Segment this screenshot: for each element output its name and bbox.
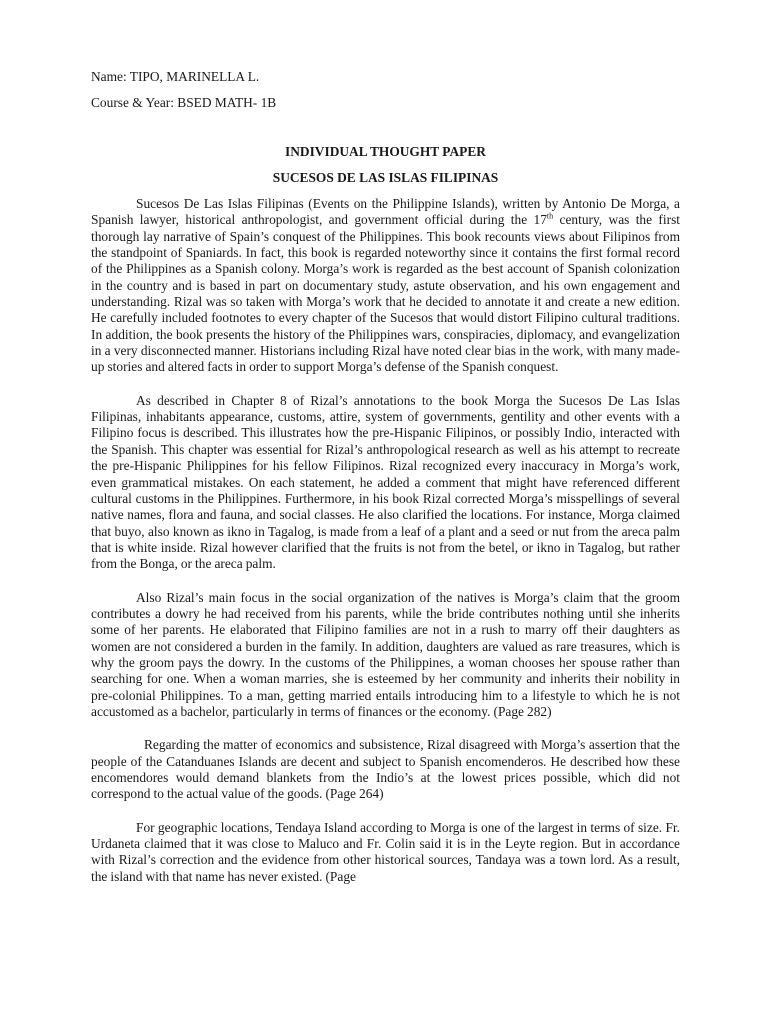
subject-title: SUCESOS DE LAS ISLAS FILIPINAS [272,170,499,185]
student-name-line: Name: TIPO, MARINELLA L. [91,69,260,84]
paragraph-intro [91,196,680,376]
paragraph-social-organization: Also Rizal’s main focus in the social organization of the natives is Morga’s claim that the groom contributes a dowry he had received from his parents, while the bride contributes nothing until she inherits some of her parents. He elaborated that Filipino families are not in a rush to marry off their daughters as women are not considered a burden in the family. In addition, daughters are valued as rare treasures, which is why the groom pays the dowry. In the customs of the Philippines, a woman chooses her spouse rather than searching for one. When a woman marries, she is esteemed by her community and inherits their nobility in pre-colonial Philippines. To a man, getting married entails introducing him to a lifestyle to which he is not accustomed as a bachelor, particularly in terms of finances or the economy. (Page 282) [91,589,680,719]
paper-type-title: INDIVIDUAL THOUGHT PAPER [285,144,486,159]
paragraph-chapter-8: As described in Chapter 8 of Rizal’s annotations to the book Morga the Sucesos De Las Islas Filipinas, inhabitants appearance, customs, attire, system of governments, gentility and other events with a Filipino focus is described. This illustrates how the pre-Hispanic Filipinos, or possibly Indio, interacted with the Spanish. This chapter was essential for Rizal’s anthropological research as well as his attempt to recreate the pre-Hispanic Philippines for his fellow Filipinos. Rizal recognized every inaccuracy in Morga’s work, even grammatical mistakes. On each statement, he added a comment that might have referenced different cultural customs in the Philippines. Furthermore, in his book Rizal corrected Morga’s misspellings of several native names, flora and fauna, and social classes. He also clarified the locations. For instance, Morga claimed that buyo, also known as ikno in Tagalog, is made from a leaf of a plant and a seed or nut from the areca palm that is white inside. Rizal however clarified that the fruits is not from the betel, or ikno in Tagalog, but rather from the Bonga, or the areca palm. [91,392,680,572]
ordinal-superscript: th [546,211,554,221]
course-year-line: Course & Year: BSED MATH- 1B [91,95,277,110]
paragraph-economics: Regarding the matter of economics and subsistence, Rizal disagreed with Morga’s assertion that the people of the Catanduanes Islands are decent and subject to Spanish encomenderos. He described how these encomendores would demand blankets from the Indio’s at the lowest prices possible, which did not correspond to the actual value of the goods. (Page 264) [91,737,680,802]
paragraph-geography: For geographic locations, Tendaya Island according to Morga is one of the largest in terms of size. Fr. Urdaneta claimed that it was close to Maluco and Fr. Colin said it is in the Leyte region. But in accordance with Rizal’s correction and the evidence from other historical sources, Tandaya was a town lord. As a result, the island with that name has never existed. (Page [91,819,680,884]
paragraph-intro-part-b: century, was the first thorough lay narrative of Spain’s conquest of the Philippines. This book recounts views about Filipinos from the standpoint of Spaniards. In fact, this book is regarded noteworthy since it contains the first formal record of the Philippines as a Spanish colony. Morga’s work is regarded as the best account of Spanish colonization in the country and is based in part on documentary study, astute observation, and his own engagement and understanding. Rizal was so taken with Morga’s work that he decided to annotate it and create a new edition. He carefully included footnotes to every chapter of the Sucesos that would distort Filipino cultural traditions. In addition, the book presents the history of the Philippines wars, conspiracies, diplomacy, and evangelization in a very disconnected manner. Historians including Rizal have noted clear bias in the work, with many made-up stories and altered facts in order to support Morga’s defense of the Spanish conquest. [91,212,681,375]
paragraph-intro-part-a: Sucesos De Las Islas Filipinas (Events on the Philippine Islands), written by Antonio De Morga, a Spanish lawyer, historical anthropologist, and government official during the 17 [91,196,680,228]
